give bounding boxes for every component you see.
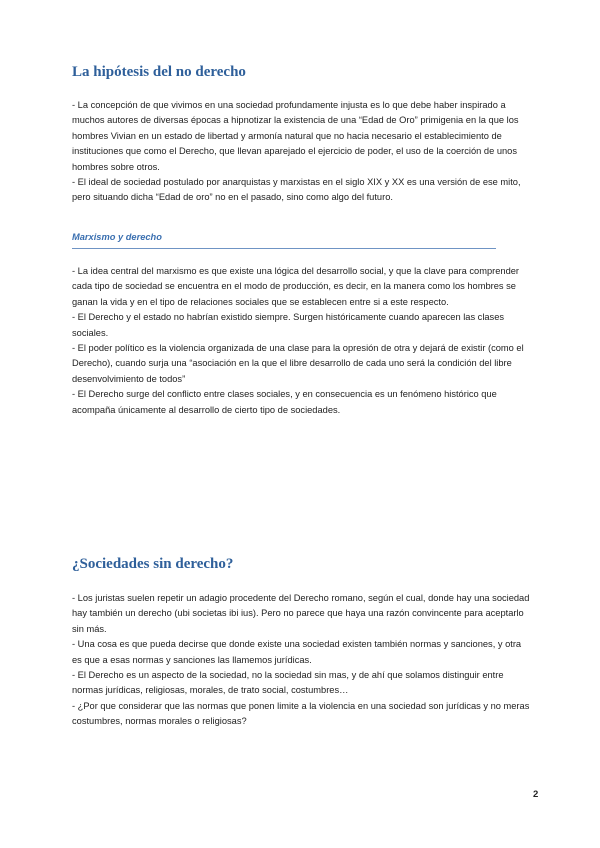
paragraph: - El Derecho y el estado no habrían existido siempre. Surgen históricamente cuando aparecen las clases sociales.	[72, 312, 505, 338]
paragraph: - El Derecho es un aspecto de la sociedad, no la sociedad sin mas, y de ahí que solamos distinguir entre normas jurídicas, religiosas, morales, de trato social, costumbres…	[72, 670, 504, 696]
paragraph: - Los juristas suelen repetir un adagio procedente del Derecho romano, según el cual, donde hay una sociedad hay también un derecho (ubi societas ibi ius). Pero no parece que haya una razón convincente para aceptarlo sin más.	[72, 593, 530, 634]
paragraph: - La concepción de que vivimos en una sociedad profundamente injusta es lo que debe haber inspirado a muchos autores de diversas épocas a hipnotizar la existencia de una “Edad de Oro” primigenia en la que los hombres Vivian en un estado de libertad y armonía natural que no hacia necesario el establecimiento de instituciones que como el Derecho, que llevan aparejado el ejercicio de poder, el uso de la coerción de unos hombres sobre otros.	[72, 100, 519, 172]
section-title-sociedades: ¿Sociedades sin derecho?	[72, 556, 234, 572]
section-title-hipotesis: La hipótesis del no derecho	[72, 64, 246, 80]
paragraph: - La idea central del marxismo es que existe una lógica del desarrollo social, y que la clave para comprender cada tipo de sociedad se encuentra en el modo de producción, es decir, en la manera como los hombres se ganan la vida y en el tipo de relaciones sociales que se establecen entre si a este respecto.	[72, 266, 520, 307]
section-body-sociedades	[72, 591, 532, 730]
subsection-title-marxismo: Marxismo y derecho	[72, 232, 162, 242]
subsection-divider	[72, 248, 496, 249]
paragraph: - ¿Por que considerar que las normas que ponen limite a la violencia en una sociedad son jurídicas y no meras costumbres, normas morales o religiosas?	[72, 700, 530, 727]
paragraph: - El poder político es la violencia organizada de una clase para la opresión de otra y dejará de existir (como el Derecho), cuando surja una “asociación en la que el libre desarrollo de cada uno será la condición del libre desenvolvimiento de todos”	[72, 343, 524, 384]
page-number: 2	[533, 789, 539, 800]
section-body-marxismo	[72, 264, 532, 418]
paragraph: - El ideal de sociedad postulado por anarquistas y marxistas en el siglo XIX y XX es una versión de ese mito, pero situando dicha “Edad de oro” no en el pasado, sino como algo del futuro.	[72, 177, 521, 203]
paragraph: - Una cosa es que pueda decirse que donde existe una sociedad existen también normas y sanciones, y otra es que a esas normas y sanciones las llamemos jurídicas.	[72, 639, 522, 665]
section-body-hipotesis	[72, 98, 532, 206]
paragraph: - El Derecho surge del conflicto entre clases sociales, y en consecuencia es un fenómeno histórico que acompaña únicamente al desarrollo de cierto tipo de sociedades.	[72, 389, 497, 415]
